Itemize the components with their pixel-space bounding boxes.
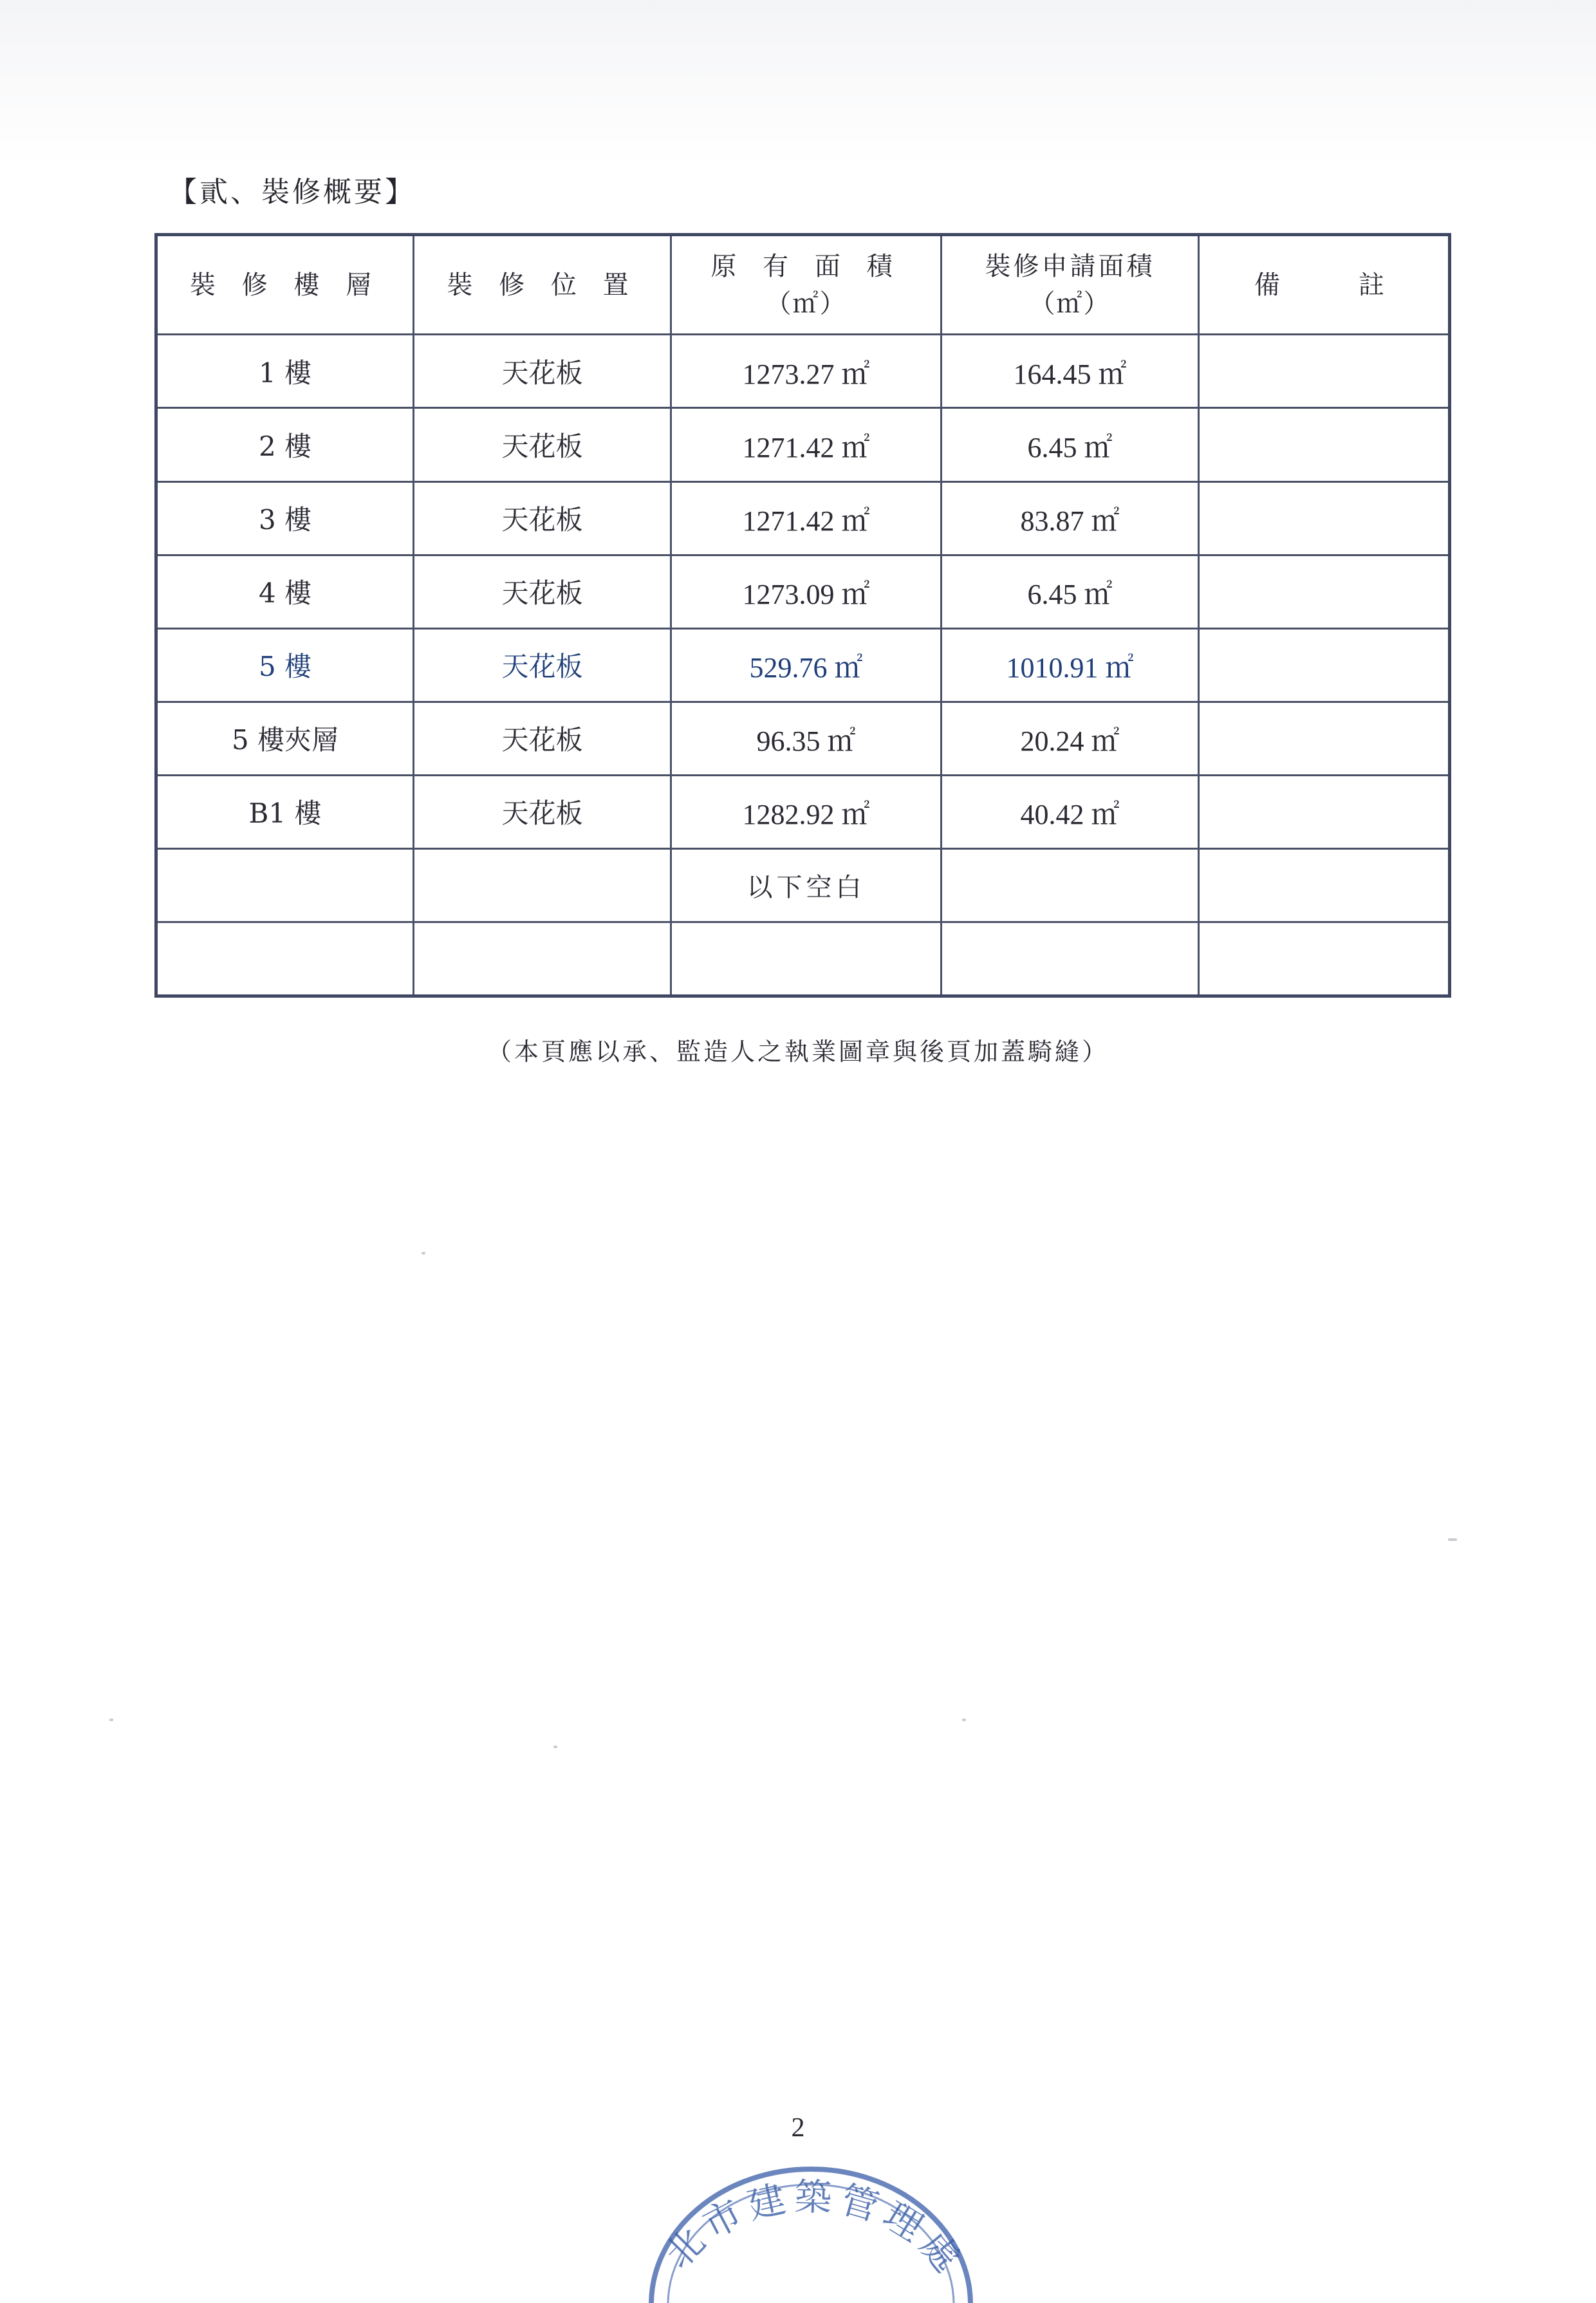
scan-speck [962, 1719, 966, 1721]
section-title: 【貳、裝修概要】 [169, 176, 416, 209]
cell-original-area: 1273.27 ㎡ [671, 335, 942, 408]
cell-remarks [1199, 335, 1450, 408]
header-applied-area-unit: （㎡） [1029, 288, 1111, 319]
cell-location: 天花板 [414, 702, 671, 775]
cell-floor: B1 樓 [156, 775, 414, 848]
table-row [156, 408, 1450, 481]
cell-floor: 3 樓 [156, 481, 414, 555]
cell-remarks [1199, 702, 1450, 775]
header-applied-area [942, 235, 1199, 335]
cell-original-area: 以下空白 [671, 848, 942, 922]
cell-location [414, 848, 671, 922]
seal-text: 北市建築管理處 [656, 2174, 973, 2285]
cell-location: 天花板 [414, 555, 671, 628]
office-seal-stamp [644, 2136, 978, 2303]
header-applied-area-label: 裝修申請面積 [985, 251, 1155, 281]
header-original-area-unit: （㎡） [765, 288, 847, 319]
cell-original-area: 1282.92 ㎡ [671, 775, 942, 848]
cell-floor [156, 848, 414, 922]
cell-applied-area: 83.87 ㎡ [942, 481, 1199, 555]
table-row [156, 775, 1450, 848]
cell-original-area: 96.35 ㎡ [671, 702, 942, 775]
cell-remarks [1199, 555, 1450, 628]
cell-original-area: 529.76 ㎡ [671, 628, 942, 702]
cell-floor: 4 樓 [156, 555, 414, 628]
cell-applied-area: 1010.91 ㎡ [942, 628, 1199, 702]
cell-floor: 1 樓 [156, 335, 414, 408]
scan-speck [553, 1746, 557, 1748]
cell-location: 天花板 [414, 335, 671, 408]
header-remarks: 備 註 [1199, 235, 1450, 335]
scan-speck [109, 1719, 113, 1721]
cell-location: 天花板 [414, 481, 671, 555]
cell-applied-area [942, 922, 1199, 996]
cell-floor: 5 樓 [156, 628, 414, 702]
scan-speck [422, 1252, 425, 1254]
cell-original-area: 1273.09 ㎡ [671, 555, 942, 628]
header-floor: 裝 修 樓 層 [156, 235, 414, 335]
cell-remarks [1199, 848, 1450, 922]
header-location: 裝 修 位 置 [414, 235, 671, 335]
renovation-summary-table [154, 233, 1451, 998]
table-row [156, 922, 1450, 996]
table-row [156, 555, 1450, 628]
cell-remarks [1199, 628, 1450, 702]
scan-speck [1448, 1538, 1457, 1541]
cell-applied-area: 164.45 ㎡ [942, 335, 1199, 408]
cell-location: 天花板 [414, 775, 671, 848]
page-number: 2 [791, 2113, 805, 2143]
cell-location [414, 922, 671, 996]
cell-applied-area: 6.45 ㎡ [942, 408, 1199, 481]
seal-instruction-note: （本頁應以承、監造人之執業圖章與後頁加蓋騎縫） [487, 1038, 1109, 1066]
cell-remarks [1199, 481, 1450, 555]
cell-original-area [671, 922, 942, 996]
cell-applied-area [942, 848, 1199, 922]
cell-floor: 2 樓 [156, 408, 414, 481]
cell-original-area: 1271.42 ㎡ [671, 481, 942, 555]
table-row [156, 848, 1450, 922]
cell-remarks [1199, 775, 1450, 848]
table-row [156, 335, 1450, 408]
scan-haze [0, 0, 1596, 167]
cell-remarks [1199, 922, 1450, 996]
header-original-area-label: 原 有 面 積 [710, 251, 902, 281]
cell-floor [156, 922, 414, 996]
cell-original-area: 1271.42 ㎡ [671, 408, 942, 481]
cell-remarks [1199, 408, 1450, 481]
cell-applied-area: 20.24 ㎡ [942, 702, 1199, 775]
table-row [156, 481, 1450, 555]
cell-location: 天花板 [414, 628, 671, 702]
header-original-area [671, 235, 942, 335]
table-row [156, 702, 1450, 775]
cell-applied-area: 6.45 ㎡ [942, 555, 1199, 628]
cell-floor: 5 樓夾層 [156, 702, 414, 775]
cell-location: 天花板 [414, 408, 671, 481]
table-row [156, 628, 1450, 702]
cell-applied-area: 40.42 ㎡ [942, 775, 1199, 848]
table-header-row [156, 235, 1450, 335]
